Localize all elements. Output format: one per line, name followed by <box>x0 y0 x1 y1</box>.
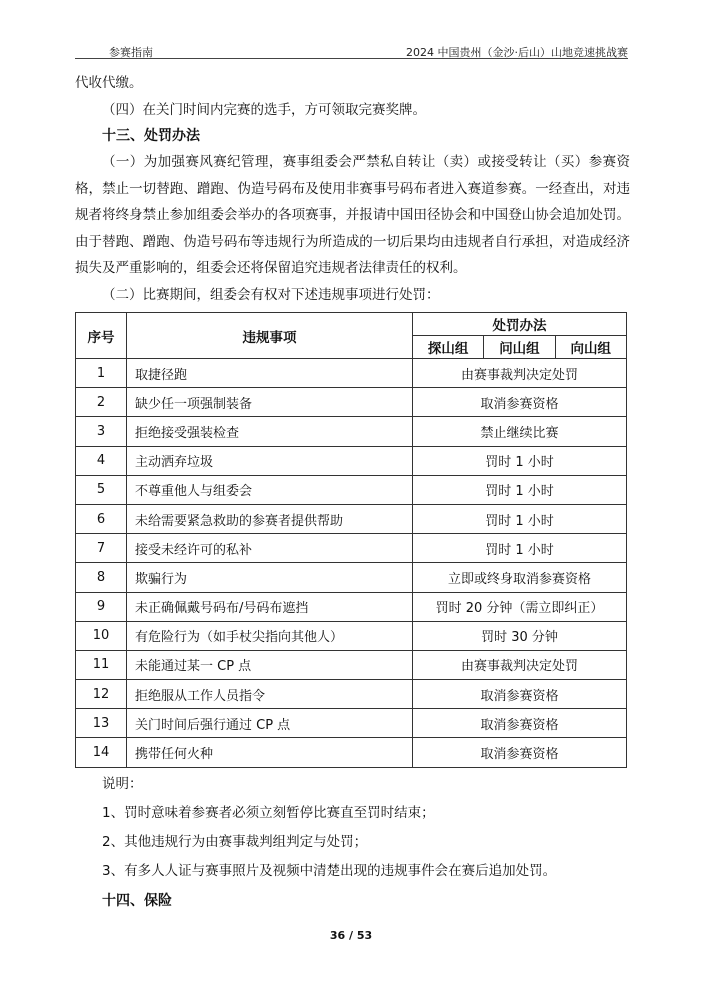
notes-title: 说明： <box>102 775 143 792</box>
row-number: 7 <box>76 534 127 563</box>
penalty-cell: 立即或终身取消参赛资格 <box>413 563 627 592</box>
row-number: 14 <box>76 738 127 767</box>
penalty-cell: 由赛事裁判决定处罚 <box>413 359 627 388</box>
row-number: 1 <box>76 359 127 388</box>
table-row <box>76 504 627 533</box>
table-row <box>76 621 627 650</box>
header-group-1: 探山组 <box>413 336 484 359</box>
table-row <box>76 446 627 475</box>
row-number: 13 <box>76 709 127 738</box>
table-row <box>76 650 627 679</box>
penalty-cell: 罚时 1 小时 <box>413 504 627 533</box>
violation-item: 携带任何火种 <box>127 738 413 767</box>
header-group-3: 向山组 <box>555 336 626 359</box>
penalty-cell: 罚时 20 分钟（需立即纠正） <box>413 592 627 621</box>
penalty-cell: 罚时 1 小时 <box>413 534 627 563</box>
row-number: 9 <box>76 592 127 621</box>
row-number: 10 <box>76 621 127 650</box>
table-row <box>76 592 627 621</box>
page-number: 36 / 53 <box>329 929 373 942</box>
table-row <box>76 388 627 417</box>
table-row <box>76 534 627 563</box>
row-number: 2 <box>76 388 127 417</box>
table-row <box>76 738 627 767</box>
violation-item: 缺少任一项强制装备 <box>127 388 413 417</box>
violation-item: 有危险行为（如手杖尖指向其他人） <box>127 621 413 650</box>
penalty-cell: 取消参赛资格 <box>413 388 627 417</box>
page-content <box>75 70 630 916</box>
paragraph-continuation: 代收代缴。 <box>75 75 143 91</box>
header-penalty: 处罚办法 <box>413 313 627 336</box>
table-row <box>76 680 627 709</box>
penalty-cell: 罚时 1 小时 <box>413 475 627 504</box>
header-right: 2024 中国贵州（金沙·后山）山地竞速挑战赛 <box>406 46 628 59</box>
header-left: 参赛指南 <box>109 46 153 59</box>
violation-item: 未正确佩戴号码布/号码布遮挡 <box>127 592 413 621</box>
penalty-table <box>75 312 627 768</box>
paragraph-penalty-1: （一）为加强赛风赛纪管理，赛事组委会严禁私自转让（卖）或接受转让（买）参赛资格，禁止一切替跑、蹭跑、伪造号码布及使用非赛事号码布者进入赛道参赛。一经查出，对违规者将终身禁止参加组委会举办的各项赛事，并报请中国田径协会和中国登山协会追加处罚。由于替跑、蹭跑、伪造号码布等违规行为所造成的一切后果均由违规者自行承担，对造成经济损失及严重影响的，组委会还将保留追究违规者法律责任的权利。 <box>75 154 630 276</box>
penalty-cell: 取消参赛资格 <box>413 738 627 767</box>
header-group-2: 问山组 <box>484 336 555 359</box>
penalty-cell: 取消参赛资格 <box>413 680 627 709</box>
violation-item: 不尊重他人与组委会 <box>127 475 413 504</box>
violation-item: 未能通过某一 CP 点 <box>127 650 413 679</box>
row-number: 4 <box>76 446 127 475</box>
header-no: 序号 <box>76 313 127 359</box>
paragraph-medal: （四）在关门时间内完赛的选手，方可领取完赛奖牌。 <box>102 101 426 118</box>
table-row <box>76 475 627 504</box>
note-1: 1、罚时意味着参赛者必须立刻暂停比赛直至罚时结束； <box>102 804 435 821</box>
violation-item: 拒绝接受强装检查 <box>127 417 413 446</box>
row-number: 11 <box>76 650 127 679</box>
violation-item: 未给需要紧急救助的参赛者提供帮助 <box>127 504 413 533</box>
header-item: 违规事项 <box>127 313 413 359</box>
penalty-cell: 罚时 30 分钟 <box>413 621 627 650</box>
page-header <box>75 44 628 58</box>
section-heading-14: 十四、保险 <box>102 892 172 909</box>
violation-item: 接受未经许可的私补 <box>127 534 413 563</box>
paragraph-penalty-2: （二）比赛期间，组委会有权对下述违规事项进行处罚： <box>102 286 440 303</box>
row-number: 6 <box>76 504 127 533</box>
violation-item: 主动洒弃垃圾 <box>127 446 413 475</box>
table-row <box>76 359 627 388</box>
penalty-cell: 由赛事裁判决定处罚 <box>413 650 627 679</box>
note-3: 3、有多人人证与赛事照片及视频中清楚出现的违规事件会在赛后追加处罚。 <box>102 862 557 879</box>
penalty-cell: 取消参赛资格 <box>413 709 627 738</box>
row-number: 5 <box>76 475 127 504</box>
section-heading-13: 十三、处罚办法 <box>102 128 200 144</box>
note-2: 2、其他违规行为由赛事裁判组判定与处罚； <box>102 833 368 850</box>
row-number: 3 <box>76 417 127 446</box>
violation-item: 拒绝服从工作人员指令 <box>127 680 413 709</box>
table-row <box>76 709 627 738</box>
row-number: 12 <box>76 680 127 709</box>
table-row <box>76 563 627 592</box>
row-number: 8 <box>76 563 127 592</box>
penalty-cell: 罚时 1 小时 <box>413 446 627 475</box>
table-row <box>76 417 627 446</box>
penalty-cell: 禁止继续比赛 <box>413 417 627 446</box>
header-divider <box>75 58 628 59</box>
violation-item: 关门时间后强行通过 CP 点 <box>127 709 413 738</box>
violation-item: 欺骗行为 <box>127 563 413 592</box>
violation-item: 取捷径跑 <box>127 359 413 388</box>
